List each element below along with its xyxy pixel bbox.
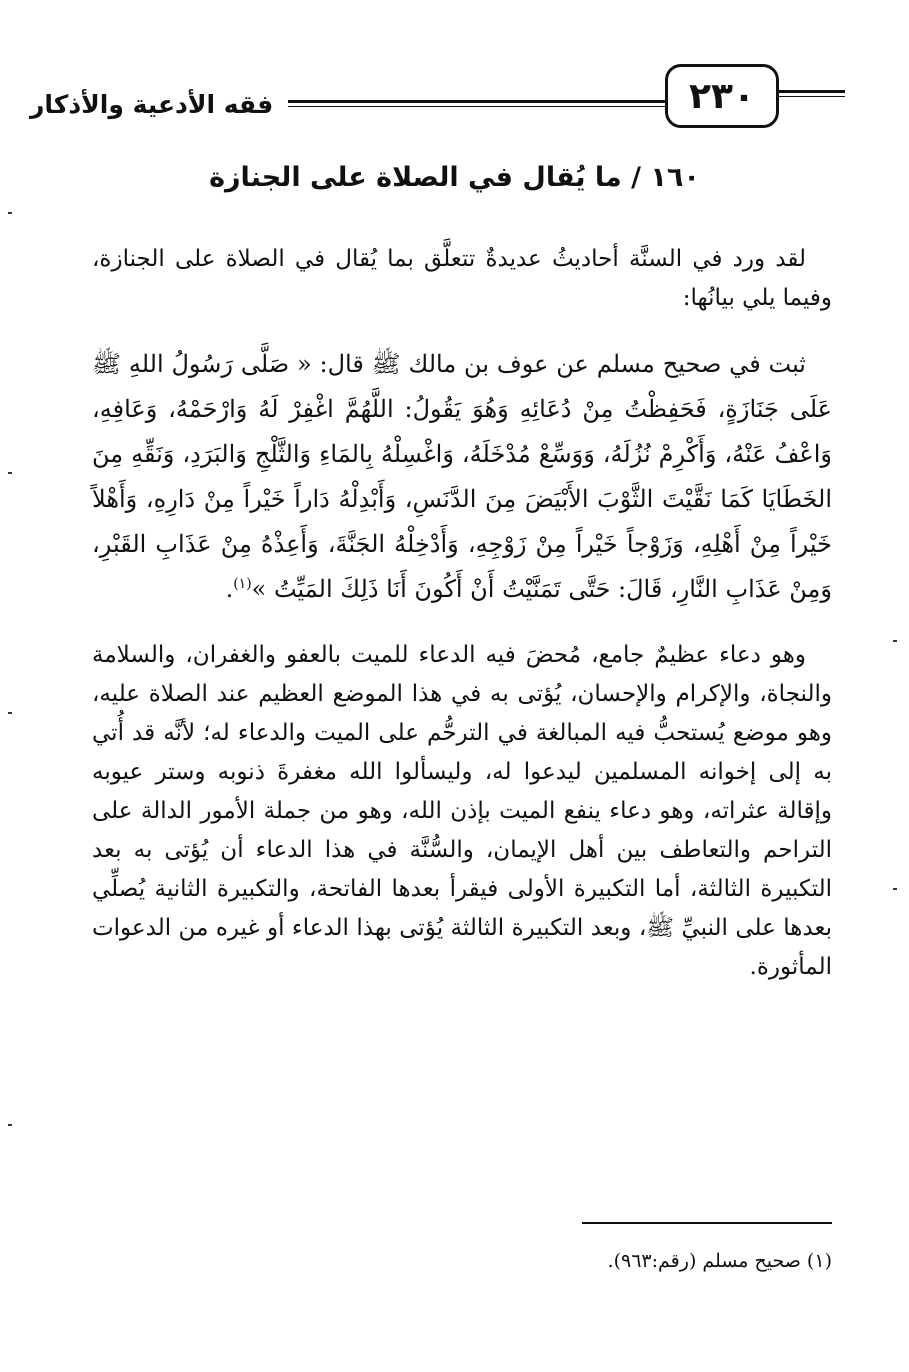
scan-speck (893, 888, 897, 890)
section-heading: ١٦٠ / ما يُقال في الصلاة على الجنازة (209, 162, 700, 193)
page-number: ٢٣٠ (689, 75, 755, 117)
commentary-paragraph: وهو دعاء عظيمٌ جامع، مُحضَ فيه الدعاء للميت بالعفو والغفران، والسلامة والنجاة، والإكرام والإحسان، يُؤتى به في هذا الموضع العظيم عند الصلاة عليه، وهو موضع يُستحبُّ فيه المبالغة في الترحُّم على الميت والدعاء له؛ لأنَّه قد أُتي به إلى إخوانه المسلمين ليدعوا له، وليسألوا الله مغفرةَ ذنوبه وستر عيوبه وإقالة عثراته، وهو دعاء ينفع الميت بإذن الله، وهو من جملة الأمور الدالة على التراحم والتعاطف بين أهل الإيمان، والسُّنَّة في هذا الدعاء أن يُؤتى به بعد التكبيرة الثالثة، أما التكبيرة الأولى فيقرأ بعدها الفاتحة، والتكبيرة الثانية يُصلِّي بعدها على النبيِّ ﷺ، وبعد التكبيرة الثالثة يُؤتى بهذا الدعاء أو غيره من الدعوات المأثورة. (92, 642, 832, 980)
intro-paragraph: لقد ورد في السنَّة أحاديثُ عديدةٌ تتعلَّق بما يُقال في الصلاة على الجنازة، وفيما يلي بيانُها: (92, 246, 832, 311)
header-rule-left (288, 100, 673, 107)
scan-speck (8, 472, 12, 474)
footnote-separator (582, 1222, 832, 1224)
footnote-1: (١) صحيح مسلم (رقم:٩٦٣). (607, 1250, 832, 1272)
body-text (92, 240, 832, 987)
running-header (30, 60, 830, 140)
scan-speck (8, 1124, 12, 1126)
scan-speck (8, 212, 12, 214)
book-title: فقه الأدعية والأذكار (30, 90, 274, 119)
header-rule-right (775, 90, 845, 97)
scan-speck (8, 712, 12, 714)
page-number-box (665, 64, 779, 128)
scan-speck (893, 640, 897, 642)
footnote-reference[interactable]: (١) (233, 576, 252, 592)
hadith-text: ثبت في صحيح مسلم عن عوف بن مالك ﷺ قال: « صَلَّى رَسُولُ اللهِ ﷺ عَلَى جَنَازَةٍ، فَحَفِظْتُ مِنْ دُعَائِهِ وَهُوَ يَقُولُ: اللَّهُمَّ اغْفِرْ لَهُ وَارْحَمْهُ، وَعَافِهِ، وَاعْفُ عَنْهُ، وَأَكْرِمْ نُزُلَهُ، وَوَسِّعْ مُدْخَلَهُ، وَاغْسِلْهُ بِالمَاءِ وَالثَّلْجِ وَالبَرَدِ، وَنَقِّهِ مِنَ الخَطَايَا كَمَا نَقَّيْتَ الثَّوْبَ الأَبْيَضَ مِنَ الدَّنَسِ، وَأَبْدِلْهُ دَاراً خَيْراً مِنْ دَارِهِ، وَأَهْلاً خَيْراً مِنْ أَهْلِهِ، وَزَوْجاً خَيْراً مِنْ زَوْجِهِ، وَأَدْخِلْهُ الجَنَّةَ، وَأَعِذْهُ مِنْ عَذَابِ القَبْرِ، وَمِنْ عَذَابِ النَّارِ، قَالَ: حَتَّى تَمَنَّيْتُ أَنْ أَكُونَ أَنَا ذَلِكَ المَيِّتُ » (92, 350, 832, 603)
hadith-paragraph: ثبت في صحيح مسلم عن عوف بن مالك ﷺ قال: « صَلَّى رَسُولُ اللهِ ﷺ عَلَى جَنَازَةٍ، فَحَفِظْتُ مِنْ دُعَائِهِ وَهُوَ يَقُولُ: اللَّهُمَّ اغْفِرْ لَهُ وَارْحَمْهُ، وَعَافِهِ، وَاعْفُ عَنْهُ، وَأَكْرِمْ نُزُلَهُ، وَوَسِّعْ مُدْخَلَهُ، وَاغْسِلْهُ بِالمَاءِ وَالثَّلْجِ وَالبَرَدِ، وَنَقِّهِ مِنَ الخَطَايَا كَمَا نَقَّيْتَ الثَّوْبَ الأَبْيَضَ مِنَ الدَّنَسِ، وَأَبْدِلْهُ دَاراً خَيْراً مِنْ دَارِهِ، وَأَهْلاً خَيْراً مِنْ أَهْلِهِ، وَزَوْجاً خَيْراً مِنْ زَوْجِهِ، وَأَدْخِلْهُ الجَنَّةَ، وَأَعِذْهُ مِنْ عَذَابِ القَبْرِ، وَمِنْ عَذَابِ النَّارِ، قَالَ: حَتَّى تَمَنَّيْتُ أَنْ أَكُونَ أَنَا ذَلِكَ المَيِّتُ »$^{(١)}$. (92, 350, 832, 603)
